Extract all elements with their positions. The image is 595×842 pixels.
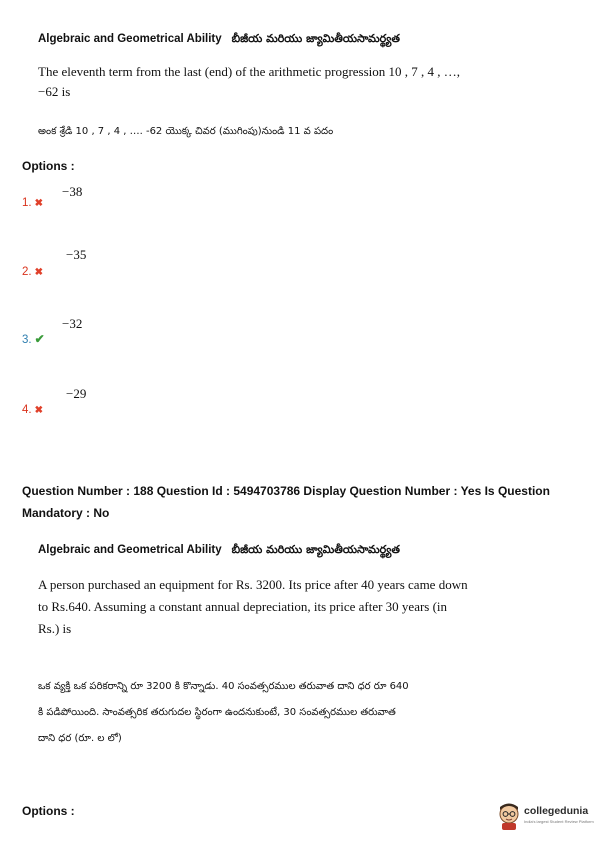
question-line: Rs.) is — [38, 621, 72, 636]
options-label: Options : — [22, 159, 75, 173]
wrong-icon: ✖ — [34, 198, 43, 209]
collegedunia-logo — [496, 800, 592, 834]
question-line: దాని ధర (రూ. ల లో) — [38, 733, 122, 744]
question-line: The eleventh term from the last (end) of the arithmetic progression 10 , 7 , 4 , …, — [38, 64, 461, 79]
option-value: −29 — [66, 386, 87, 401]
question-meta-line: Question Number : 188 Question Id : 5494703786 Display Question Number : Yes Is Question — [22, 484, 550, 498]
options-label: Options : — [22, 804, 75, 818]
subject-heading — [38, 543, 400, 559]
question-line: to Rs.640. Assuming a constant annual depreciation, its price after 30 years (in — [38, 599, 448, 614]
question-meta — [22, 480, 582, 524]
option-row — [22, 193, 43, 211]
question-text-telugu — [38, 674, 409, 752]
option-value: −35 — [66, 247, 87, 262]
question-text-telugu: అంక శ్రేడి 10 , 7 , 4 , …. -62 యొక్క చివర (ముగింపు)నుండి 11 వ పదం — [38, 126, 334, 137]
checkmark-icon: ✔ — [34, 332, 45, 346]
option-number: 3. — [22, 334, 32, 346]
question-line: ఒక వ్యక్తి ఒక పరికరాన్ని రూ 3200 కి కొన్నాడు. 40 సంవత్సరముల తరువాత దాని ధర రూ 640 — [38, 681, 409, 692]
option-row — [22, 262, 43, 280]
option-value: −32 — [62, 316, 83, 331]
option-number: 2. — [22, 266, 32, 278]
wrong-icon: ✖ — [34, 405, 43, 416]
subject-english: Algebraic and Geometrical Ability — [38, 544, 222, 556]
option-row — [22, 330, 45, 348]
subject-telugu: బీజీయ మరియు జ్యామితీయసామర్థ్యత — [231, 543, 400, 556]
question-text-english — [38, 62, 558, 102]
student-mascot-icon — [496, 802, 522, 830]
option-value: −38 — [62, 184, 83, 199]
question-line: కి పడిపోయింది. సాంవత్సరిక తరుగుదల స్థిరంగా ఉందనుకుంటే, 30 సంవత్సరముల తరువాత — [38, 707, 396, 718]
question-meta-line: Mandatory : No — [22, 506, 110, 520]
wrong-icon: ✖ — [34, 267, 43, 278]
option-number: 1. — [22, 197, 32, 209]
brand-tagline: India's largest Student Review Platform — [524, 819, 594, 824]
option-row — [22, 400, 43, 418]
subject-english: Algebraic and Geometrical Ability — [38, 33, 222, 45]
brand-name: collegedunia — [524, 805, 589, 817]
subject-heading — [38, 32, 400, 48]
subject-telugu: బీజీయ మరియు జ్యామితీయసామర్థ్యత — [231, 32, 400, 45]
question-line: −62 is — [38, 84, 71, 99]
question-text-english — [38, 574, 578, 640]
question-line: A person purchased an equipment for Rs. 3200. Its price after 40 years came down — [38, 577, 468, 592]
option-number: 4. — [22, 404, 32, 416]
